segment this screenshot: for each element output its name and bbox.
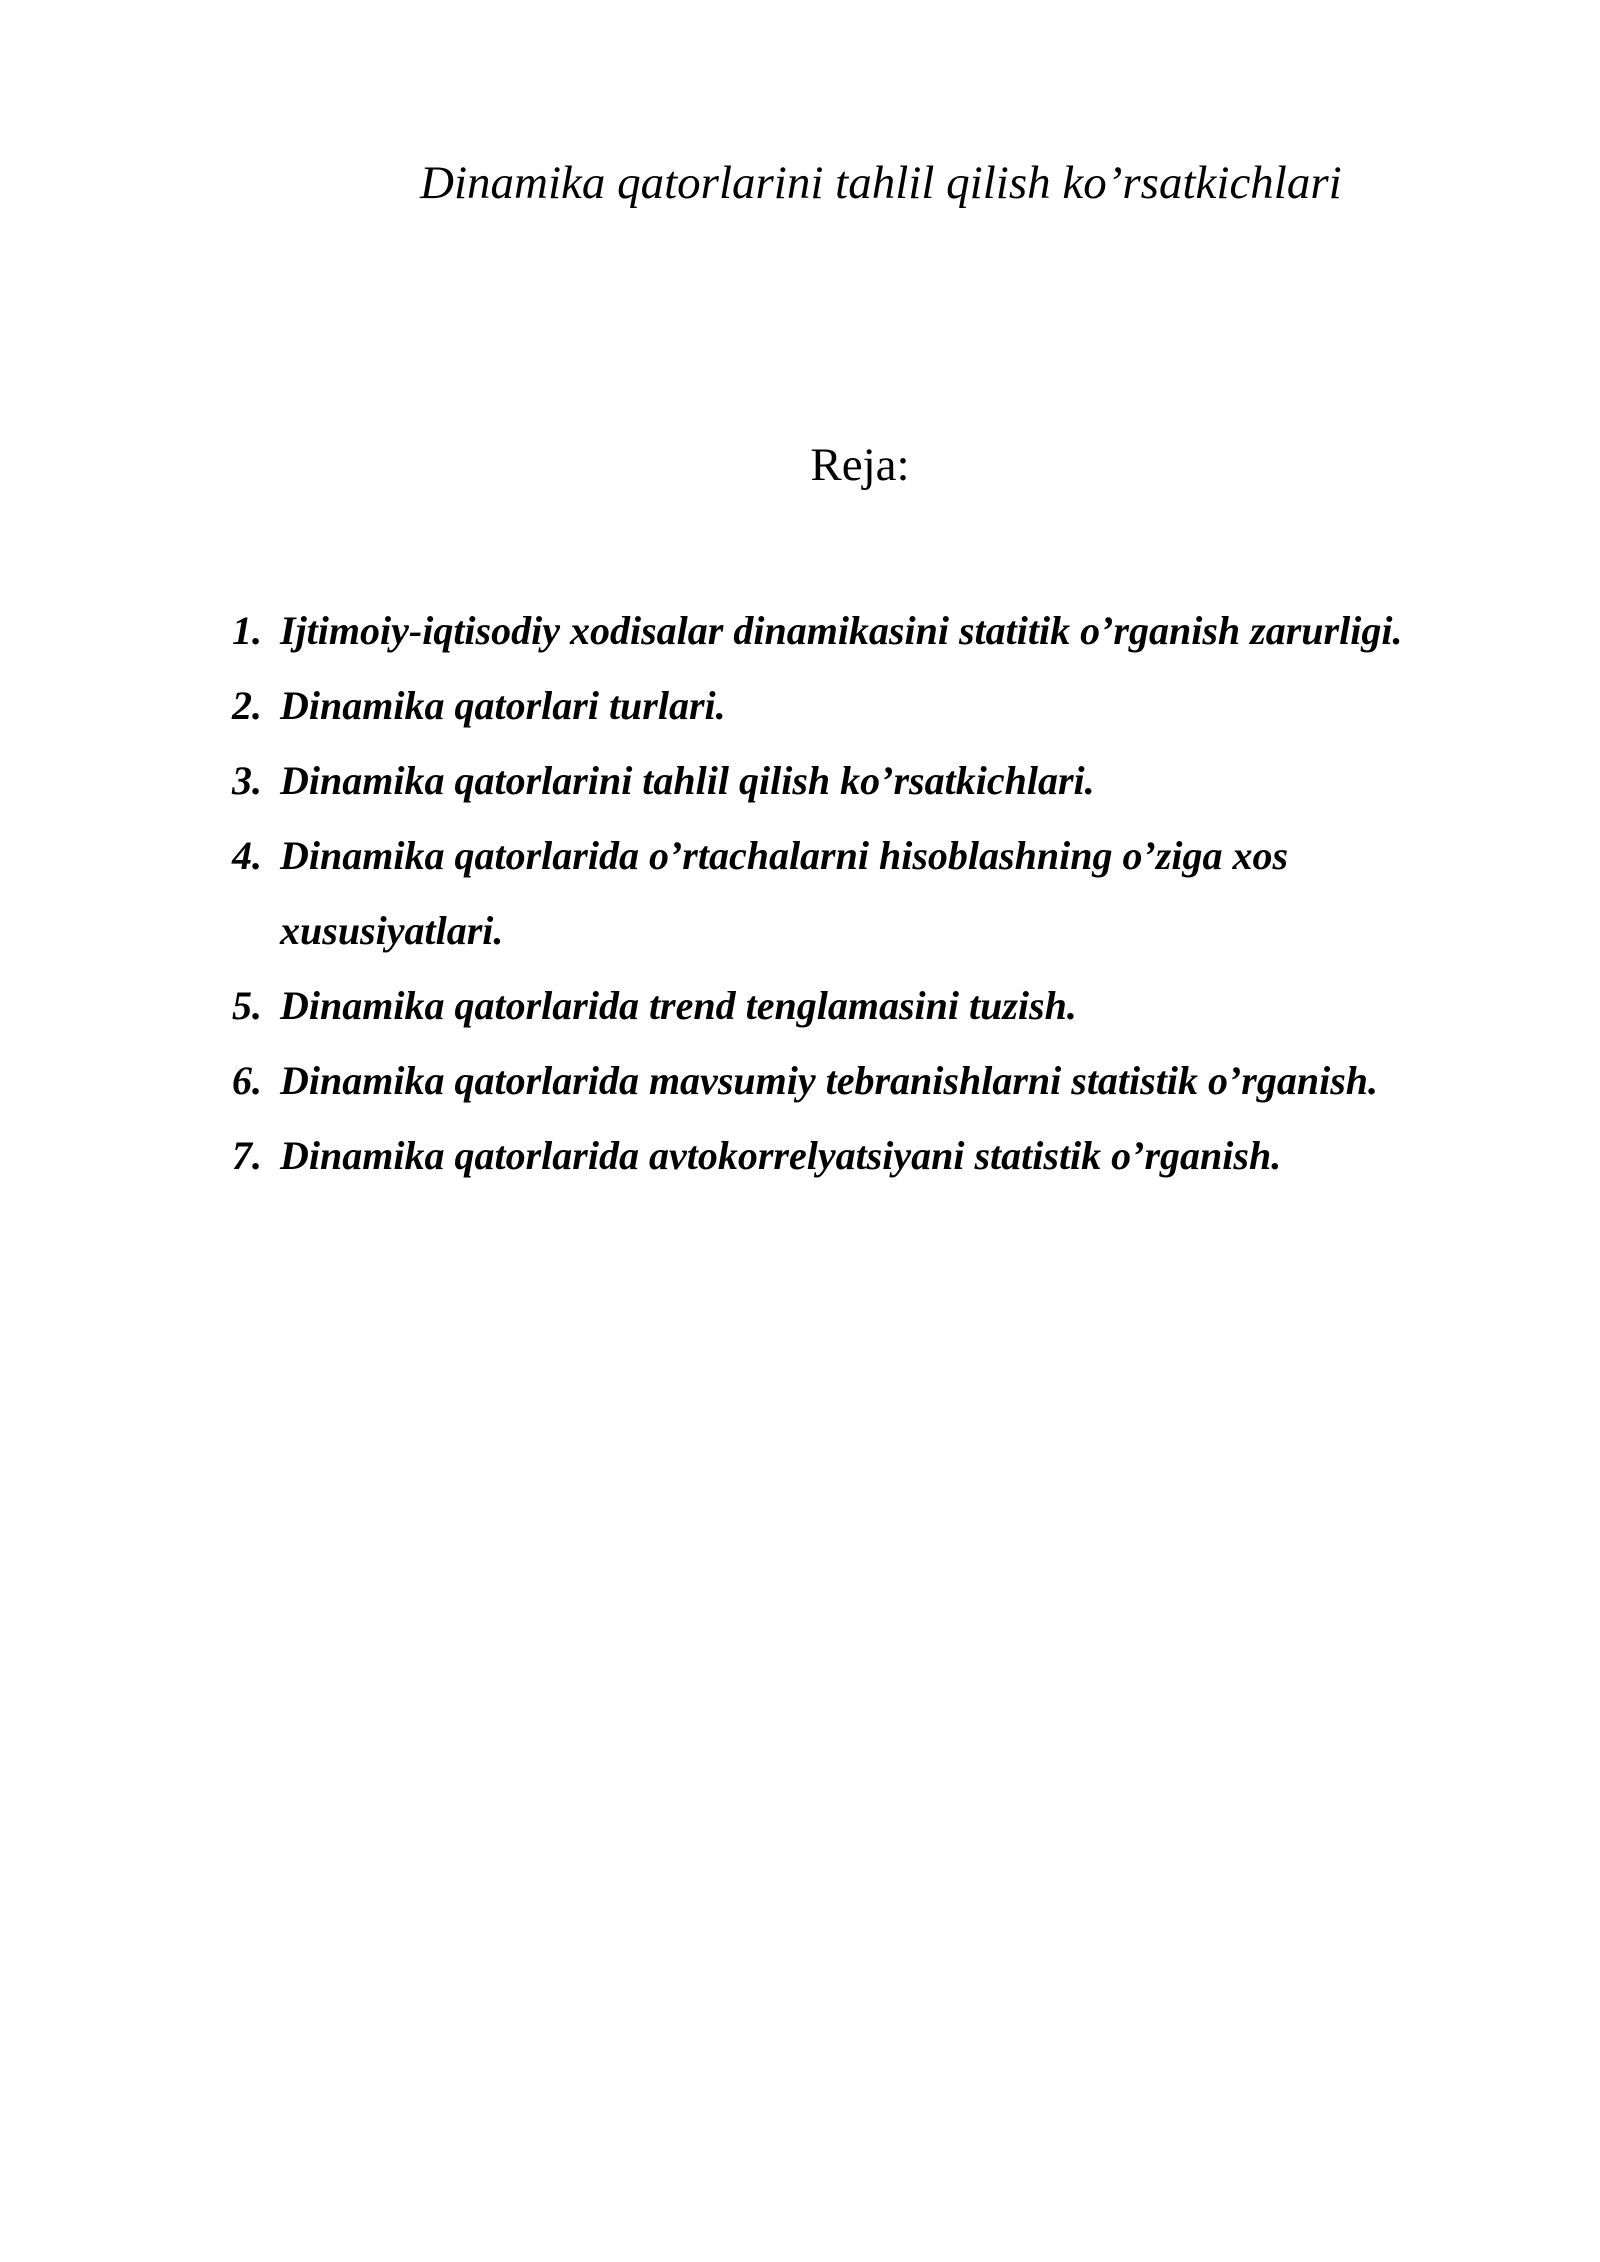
document-title: Dinamika qatorlarini tahlil qilish ko’rsatkichlari	[420, 157, 1342, 209]
plan-item-1	[232, 593, 1552, 668]
plan-item-number: 7.	[232, 1133, 262, 1178]
plan-item-text: Dinamika qatorlari turlari.	[280, 683, 726, 728]
plan-item-text: Dinamika qatorlarida mavsumiy tebranishlarni statistik o’rganish.	[280, 1058, 1379, 1103]
plan-item-4	[232, 818, 1440, 968]
plan-item-number: 5.	[232, 983, 262, 1028]
plan-item-number: 3.	[232, 758, 262, 803]
plan-item-text: Dinamika qatorlarida o’rtachalarni hisoblashning o’ziga xos xususiyatlari.	[280, 833, 1289, 953]
plan-item-3	[232, 743, 1552, 818]
plan-item-6	[232, 1043, 1552, 1118]
plan-item-7	[232, 1118, 1552, 1193]
plan-item-number: 4.	[232, 833, 262, 878]
plan-item-text: Dinamika qatorlarida avtokorrelyatsiyani statistik o’rganish.	[280, 1133, 1282, 1178]
plan-item-5	[232, 968, 1552, 1043]
plan-item-2	[232, 668, 1552, 743]
plan-item-text: Ijtimoiy-iqtisodiy xodisalar dinamikasini statitik o’rganish zarurligi.	[280, 608, 1403, 653]
plan-item-text: Dinamika qatorlarini tahlil qilish ko’rsatkichlari.	[280, 758, 1095, 803]
plan-item-number: 6.	[232, 1058, 262, 1103]
plan-item-number: 1.	[232, 608, 262, 653]
plan-heading: Reja:	[810, 439, 910, 491]
plan-item-text: Dinamika qatorlarida trend tenglamasini tuzish.	[280, 983, 1077, 1028]
plan-list	[232, 593, 1552, 1193]
plan-item-number: 2.	[232, 683, 262, 728]
